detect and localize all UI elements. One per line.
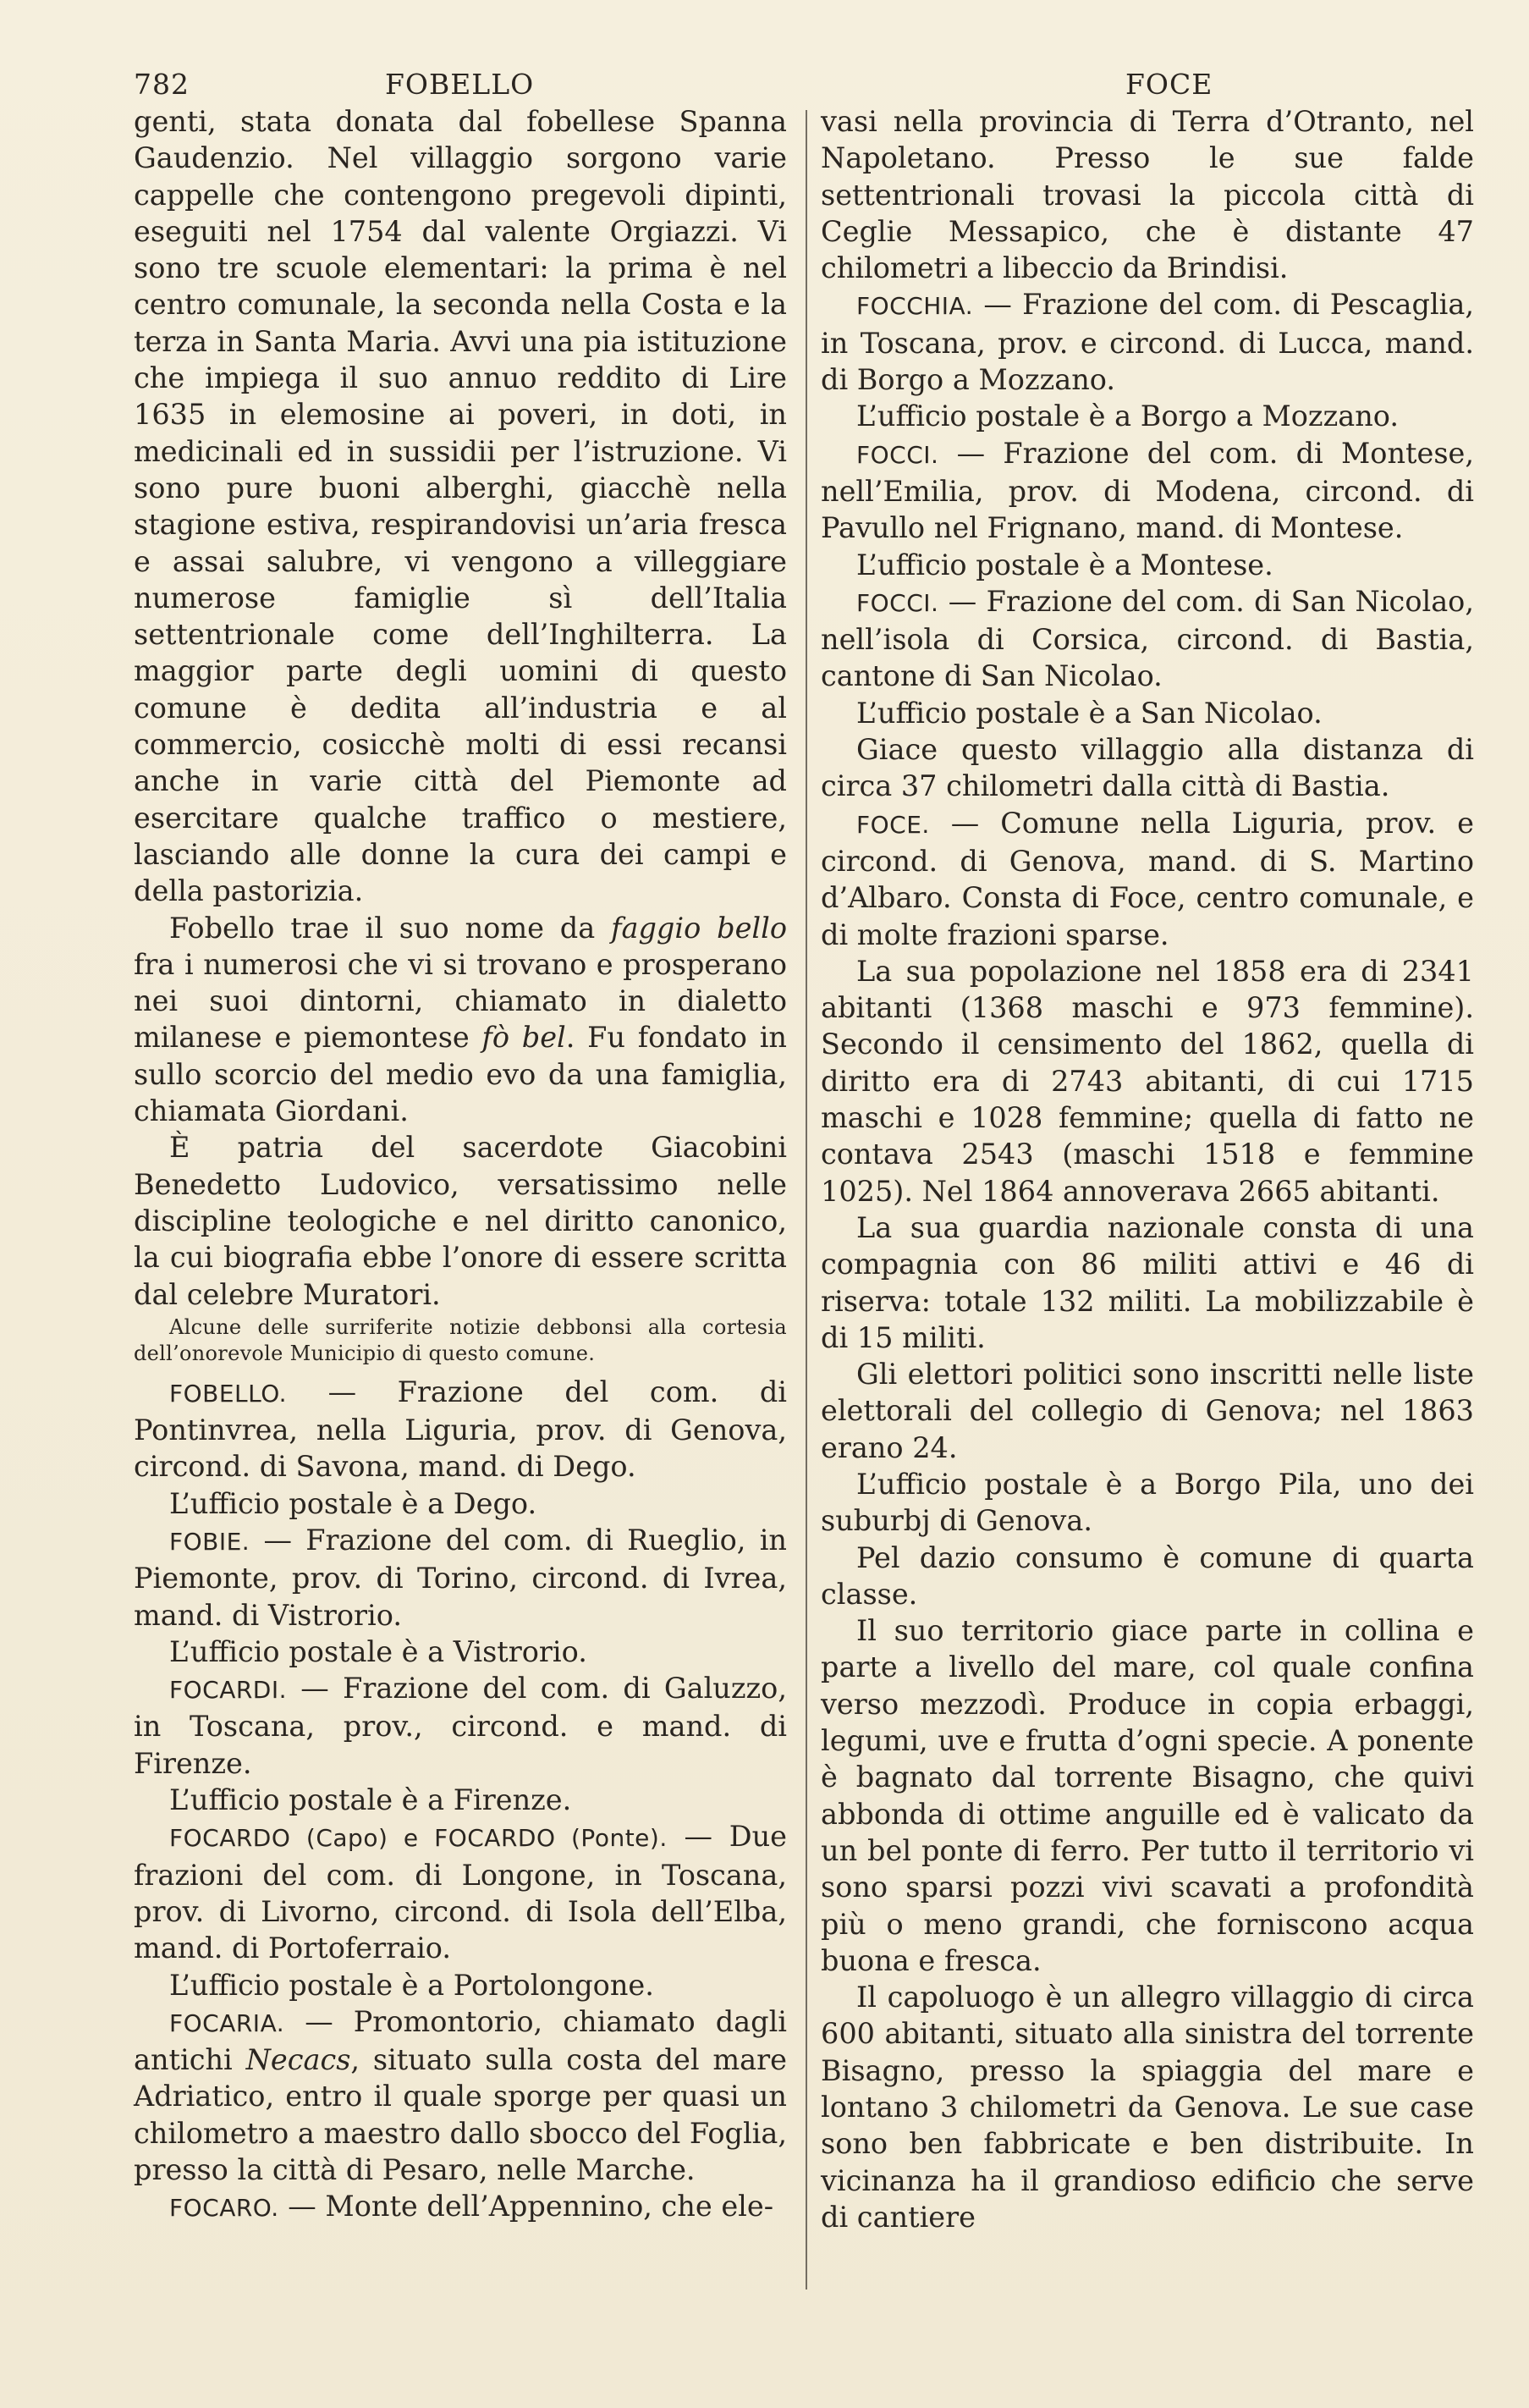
left-column <box>134 103 787 2227</box>
entry-headword: FOCARDO (Capo) e FOCARDO (Ponte). <box>169 1824 668 1853</box>
entry-paragraph: FOCE. — Comune nella Liguria, prov. e circond. di Genova, mand. di S. Martino d’Albaro. Consta di Foce, centro comunale, e di molte frazioni sparse. <box>821 806 1474 951</box>
entry-headword: FOCARIA. <box>169 2009 285 2037</box>
entry-paragraph: FOCARIA. — Promontorio, chiamato dagli antichi Necacs, situato sulla costa del mare Adriatico, entro il quale sporge per quasi un chilometro a maestro dallo sbocco del Foglia, presso la città di Pesaro, nelle Marche. <box>134 2004 788 2187</box>
entry-paragraph: FOCARDO (Capo) e FOCARDO (Ponte). — Due frazioni del com. di Longone, in Toscana, prov. di Livorno, circond. di Isola dell’Elba, mand. di Portoferraio. <box>134 1820 787 1965</box>
paragraph: vasi nella provincia di Terra d’Otranto, nel Napoletano. Presso le sue falde settentrionali trovasi la piccola città di Ceglie Messapico, che è distante 47 chilometri a libeccio da Brindisi. <box>821 105 1474 285</box>
entry-headword: FOCARDI. <box>169 1676 288 1705</box>
paragraph: L’ufficio postale è a Montese. <box>856 548 1273 581</box>
entry-headword: FOCCI. <box>856 440 939 469</box>
entry-paragraph: FOBIE. — Frazione del com. di Rueglio, in Piemonte, prov. di Torino, circond. di Ivrea, mand. di Vistrorio. <box>134 1523 787 1632</box>
paragraph: Il suo territorio giace parte in collina e parte a livello del mare, col quale confina verso mezzodì. Produce in copia erbaggi, legumi, uve e frutta d’ogni specie. A ponente è bagnato dal torrente Bisagno, che quivi abbonda di ottime anguille ed è valicato da un bel ponte di ferro. Per tutto il territorio vi sono sparsi pozzi vivi scavati a profondità più o meno grandi, che forniscono acqua buona e fresca. <box>821 1614 1474 1977</box>
entry-headword: FOBELLO. <box>169 1379 288 1408</box>
paragraph: Gli elettori politici sono inscritti nelle liste elettorali del collegio di Genova; nel 1863 erano 24. <box>821 1358 1474 1464</box>
entry-paragraph: FOCCI. — Frazione del com. di Montese, nell’Emilia, prov. di Modena, circond. di Pavullo nel Frignano, mand. di Montese. <box>821 436 1474 545</box>
entry-paragraph: FOCCI. — Frazione del com. di San Nicolao, nell’isola di Corsica, circond. di Bastia, cantone di San Nicolao. <box>821 584 1474 693</box>
paragraph: Il capoluogo è un allegro villaggio di circa 600 abitanti, situato alla sinistra del torrente Bisagno, presso la spiaggia del mare e lontano 3 chilometri da Genova. Le sue case sono ben fabbricate e ben distribuite. In vicinanza ha il grandioso edificio che serve di cantiere <box>821 1981 1474 2234</box>
paragraph: Giace questo villaggio alla distanza di circa 37 chilometri dalla città di Bastia. <box>821 733 1474 803</box>
entry-headword: FOCARO. <box>169 2194 279 2223</box>
paragraph: L’ufficio postale è a Vistrorio. <box>169 1634 587 1668</box>
entry-paragraph: FOCARO. — Monte dell’Appennino, che ele- <box>169 2190 774 2223</box>
column-divider <box>806 110 807 2290</box>
entry-headword: FOBIE. <box>169 1527 250 1556</box>
entry-headword: FOCE. <box>856 810 930 839</box>
entry-paragraph: FOBELLO. — Frazione del com. di Pontinvrea, nella Liguria, prov. di Genova, circond. di Savona, mand. di Dego. <box>134 1375 787 1484</box>
right-running-head: FOCE <box>1125 68 1213 101</box>
right-column <box>821 103 1474 2235</box>
paragraph: L’ufficio postale è a Portolongone. <box>169 1968 654 2002</box>
paragraph: L’ufficio postale è a Borgo Pila, uno dei suburbj di Genova. <box>821 1467 1474 1538</box>
paragraph: L’ufficio postale è a Firenze. <box>169 1783 572 1817</box>
paragraph: Pel dazio consumo è comune di quarta classe. <box>821 1540 1474 1611</box>
entry-headword: FOCCHIA. <box>856 292 974 321</box>
paragraph: L’ufficio postale è a Borgo a Mozzano. <box>856 399 1399 433</box>
paragraph: Fobello trae il suo nome da faggio bello fra i numerosi che vi si trovano e prosperano nei suoi dintorni, chiamato in dialetto milanese e piemontese fò bel. Fu fondato in sullo scorcio del medio evo da una famiglia, chiamata Giordani. <box>134 911 787 1128</box>
paragraph: La sua guardia nazionale consta di una compagnia con 86 militi attivi e 46 di riserva: totale 132 militi. La mobilizzabile è di 15 militi. <box>821 1210 1474 1354</box>
paragraph: La sua popolazione nel 1858 era di 2341 abitanti (1368 maschi e 973 femmine). Secondo il censimento del 1862, quella di diritto era di 2743 abitanti, di cui 1715 maschi e 1028 femmine; quella di fatto ne contava 2543 (maschi 1518 e femmine 1025). Nel 1864 annoverava 2665 abitanti. <box>821 954 1474 1208</box>
entry-paragraph: FOCARDI. — Frazione del com. di Galuzzo, in Toscana, prov., circond. e mand. di Firenze. <box>134 1672 787 1780</box>
paragraph: L’ufficio postale è a Dego. <box>169 1486 537 1520</box>
entry-headword: FOCCI. <box>856 588 939 617</box>
paragraph: L’ufficio postale è a San Nicolao. <box>856 696 1323 730</box>
paragraph: genti, stata donata dal fobellese Spanna Gaudenzio. Nel villaggio sorgono varie cappelle che contengono pregevoli dipinti, eseguiti nel 1754 dal valente Orgiazzi. Vi sono tre scuole elementari: la prima è nel centro comunale, la seconda nella Costa e la terza in Santa Maria. Avvi una pia istituzione che impiega il suo annuo reddito di Lire 1635 in elemosine ai poveri, in doti, in medicinali ed in sussidii per l’istruzione. Vi sono pure buoni alberghi, giacchè nella stagione estiva, respirandovisi un’aria fresca e assai salubre, vi vengono a villeggiare numerose famiglie sì dell’Italia settentrionale come dell’Inghilterra. La maggior parte degli uomini di questo comune è dedita all’industria e al commercio, cosicchè molti di essi recansi anche in varie città del Piemonte ad esercitare qualche traffico o mestiere, lasciando alle donne la cura dei campi e della pastorizia. <box>134 105 787 908</box>
left-running-head: FOBELLO <box>385 68 535 101</box>
page-number: 782 <box>134 68 190 101</box>
footnote: Alcune delle surriferite notizie debbonsi alla cortesia dell’onorevole Municipio di questo comune. <box>134 1314 787 1365</box>
entry-paragraph: FOCCHIA. — Frazione del com. di Pescaglia, in Toscana, prov. e circond. di Lucca, mand. di Borgo a Mozzano. <box>821 288 1474 397</box>
paragraph: È patria del sacerdote Giacobini Benedetto Ludovico, versatissimo nelle discipline teologiche e nel diritto canonico, la cui biografia ebbe l’onore di essere scritta dal celebre Muratori. <box>134 1131 787 1311</box>
